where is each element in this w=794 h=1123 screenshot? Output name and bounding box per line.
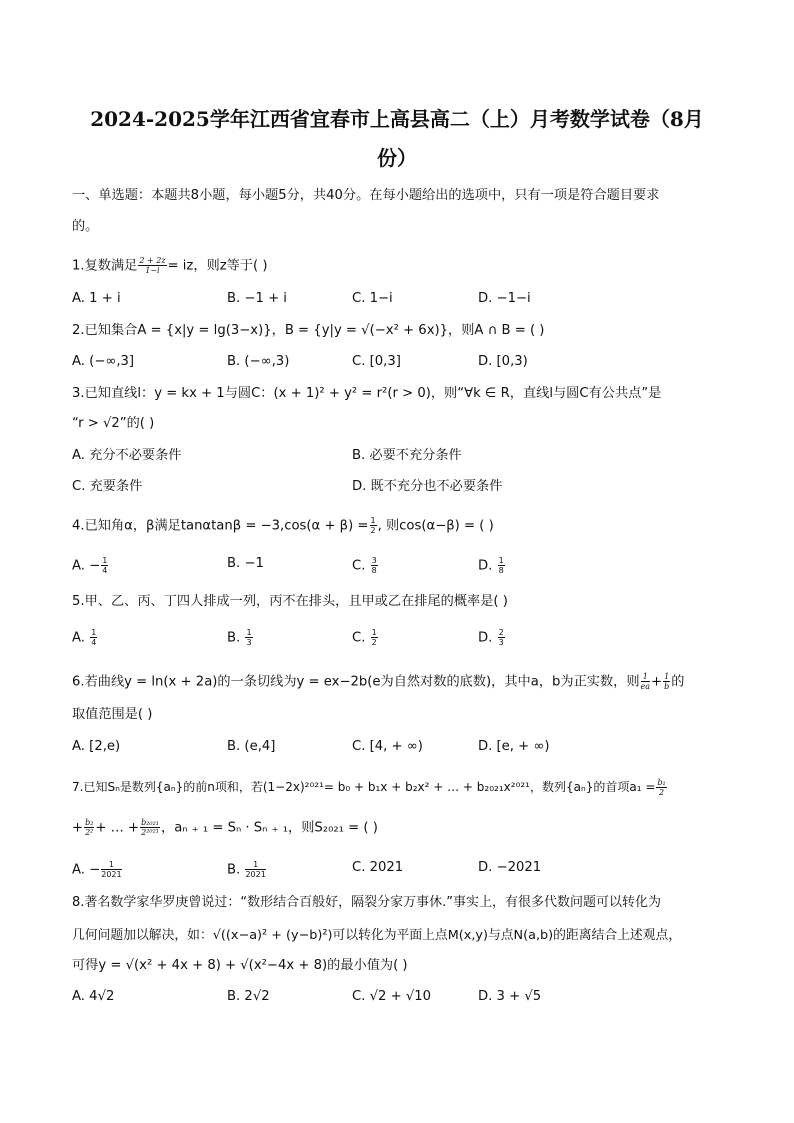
exam-title-line2: 份） xyxy=(377,146,417,170)
question-5-stem: 5.甲、乙、丙、丁四人排成一列，丙不在排头，且甲或乙在排尾的概率是( ) xyxy=(72,594,508,609)
q6-option-d: D. [e, + ∞) xyxy=(478,739,550,754)
question-7-stem: 7.已知Sₙ是数列{aₙ}的前n项和，若(1−2x)²⁰²¹= b₀ + b₁x + b₂x² + … + b₂₀₂₁x²⁰²¹，数列{aₙ}的首项a₁ = $\frac{\text{b₁}}{2}$ xyxy=(72,778,666,797)
question-6-stem-cont: 取值范围是( ) xyxy=(72,707,153,722)
q4-option-a: A. − $\frac{1}{4}$ xyxy=(72,556,108,575)
q6-option-a: A. [2,e) xyxy=(72,739,121,754)
question-number: 1. xyxy=(72,258,85,274)
q7-option-c: C. 2021 xyxy=(352,860,404,875)
q2-option-b: B. (−∞,3) xyxy=(227,354,290,369)
fraction: $\frac{2 + 2z}{1-i}$ xyxy=(139,256,166,275)
q8-option-a: A. 4√2 xyxy=(72,989,115,1004)
question-number: 2. xyxy=(72,323,85,338)
q7-option-d: D. −2021 xyxy=(478,860,542,875)
question-number: 4. xyxy=(72,518,85,534)
q1-option-b: B. −1 + i xyxy=(227,291,287,306)
question-8-stem-cont2: 可得y = √(x² + 4x + 8) + √(x²−4x + 8)的最小值为( ) xyxy=(72,958,408,973)
q6-option-c: C. [4, + ∞) xyxy=(352,739,423,754)
q5-option-d: D. $\frac{2}{3}$ xyxy=(478,628,504,647)
q3-option-a: A. 充分不必要条件 xyxy=(72,448,182,463)
q2-option-d: D. [0,3) xyxy=(478,354,528,369)
question-8-stem: 8.著名数学家华罗庚曾说过：“数形结合百般好，隔裂分家万事休.”事实上，有很多代数问题可以转化为 xyxy=(72,895,662,910)
q3-option-c: C. 充要条件 xyxy=(72,479,143,494)
exam-title-line1: 2024-2025学年江西省宜春市上高县高二（上）月考数学试卷（8月 xyxy=(90,107,704,131)
section-heading-cont: 的。 xyxy=(72,219,99,234)
fraction: $\frac{1}{b}$ xyxy=(664,672,670,691)
question-number: 6. xyxy=(72,674,85,690)
q1-option-c: C. 1−i xyxy=(352,291,393,306)
question-6-stem: 6.若曲线y = ln(x + 2a)的一条切线为y = ex−2b(e为自然对数的底数)，其中a，b为正实数，则 $\frac{1}{ea}$ + $\frac{1}{b}$ 的 xyxy=(72,672,685,691)
q2-option-a: A. (−∞,3] xyxy=(72,354,135,369)
q1-option-d: D. −1−i xyxy=(478,291,531,306)
question-1-stem: 1.复数满足 $\frac{2 + 2z}{1-i}$ = iz，则z等于( ) xyxy=(72,256,268,275)
question-number: 7. xyxy=(72,780,84,794)
question-7-stem-cont: + $\frac{\text{b₂}}{\text{2²}}$ + … + $\frac{\text{b₂₀₂₁}}{\text{2²⁰²¹}}$ ，aₙ ₊ ₁ = Sₙ · Sₙ ₊ ₁，则S₂₀₂₁ = ( ) xyxy=(72,818,378,837)
fraction: $\frac{\text{b₂₀₂₁}}{\text{2²⁰²¹}}$ xyxy=(141,818,160,837)
fraction: $\frac{1}{ea}$ xyxy=(640,672,651,691)
question-number: 8. xyxy=(72,895,85,910)
q6-option-b: B. (e,4] xyxy=(227,739,276,754)
q4-option-d: D. $\frac{1}{8}$ xyxy=(478,556,504,575)
q7-option-a: A. − $\frac{1}{2021}$ xyxy=(72,860,122,879)
q3-option-b: B. 必要不充分条件 xyxy=(352,448,462,463)
q8-option-c: C. √2 + √10 xyxy=(352,989,432,1004)
q7-option-b: B. $\frac{1}{2021}$ xyxy=(227,860,266,879)
question-number: 5. xyxy=(72,594,85,609)
question-8-stem-cont: 几何问题加以解决，如：√((x−a)² + (y−b)²)可以转化为平面上点M(x,y)与点N(a,b)的距离结合上述观点， xyxy=(72,928,682,943)
q8-option-d: D. 3 + √5 xyxy=(478,989,542,1004)
fraction: $\frac{\text{b₂}}{\text{2²}}$ xyxy=(85,818,94,837)
question-3-stem: 3.已知直线l：y = kx + 1与圆C：(x + 1)² + y² = r²(r > 0)，则“∀k ∈ R，直线l与圆C有公共点”是 xyxy=(72,386,662,401)
q5-option-c: C. $\frac{1}{2}$ xyxy=(352,628,377,647)
q5-option-b: B. $\frac{1}{3}$ xyxy=(227,628,252,647)
question-4-stem: 4.已知角α，β满足tanαtanβ = −3,cos(α + β) = $\frac{1}{2}$ , 则cos(α−β) = ( ) xyxy=(72,516,494,535)
q4-option-b: B. −1 xyxy=(227,556,264,571)
question-2-stem: 2.已知集合A = {x|y = lg(3−x)}，B = {y|y = √(−x² + 6x)}，则A ∩ B = ( ) xyxy=(72,323,545,338)
q4-option-c: C. $\frac{3}{8}$ xyxy=(352,556,377,575)
question-3-stem-cont: “r > √2”的( ) xyxy=(72,416,155,431)
fraction: $\frac{1}{2}$ xyxy=(370,516,376,535)
q1-option-a: A. 1 + i xyxy=(72,291,121,306)
section-heading: 一、单选题：本题共8小题，每小题5分，共40分。在每小题给出的选项中，只有一项是符合题目要求 xyxy=(72,188,660,203)
q5-option-a: A. $\frac{1}{4}$ xyxy=(72,628,97,647)
q3-option-d: D. 既不充分也不必要条件 xyxy=(352,479,503,494)
q2-option-c: C. [0,3] xyxy=(352,354,401,369)
question-number: 3. xyxy=(72,386,85,401)
fraction: $\frac{\text{b₁}}{2}$ xyxy=(657,778,666,797)
q8-option-b: B. 2√2 xyxy=(227,989,270,1004)
